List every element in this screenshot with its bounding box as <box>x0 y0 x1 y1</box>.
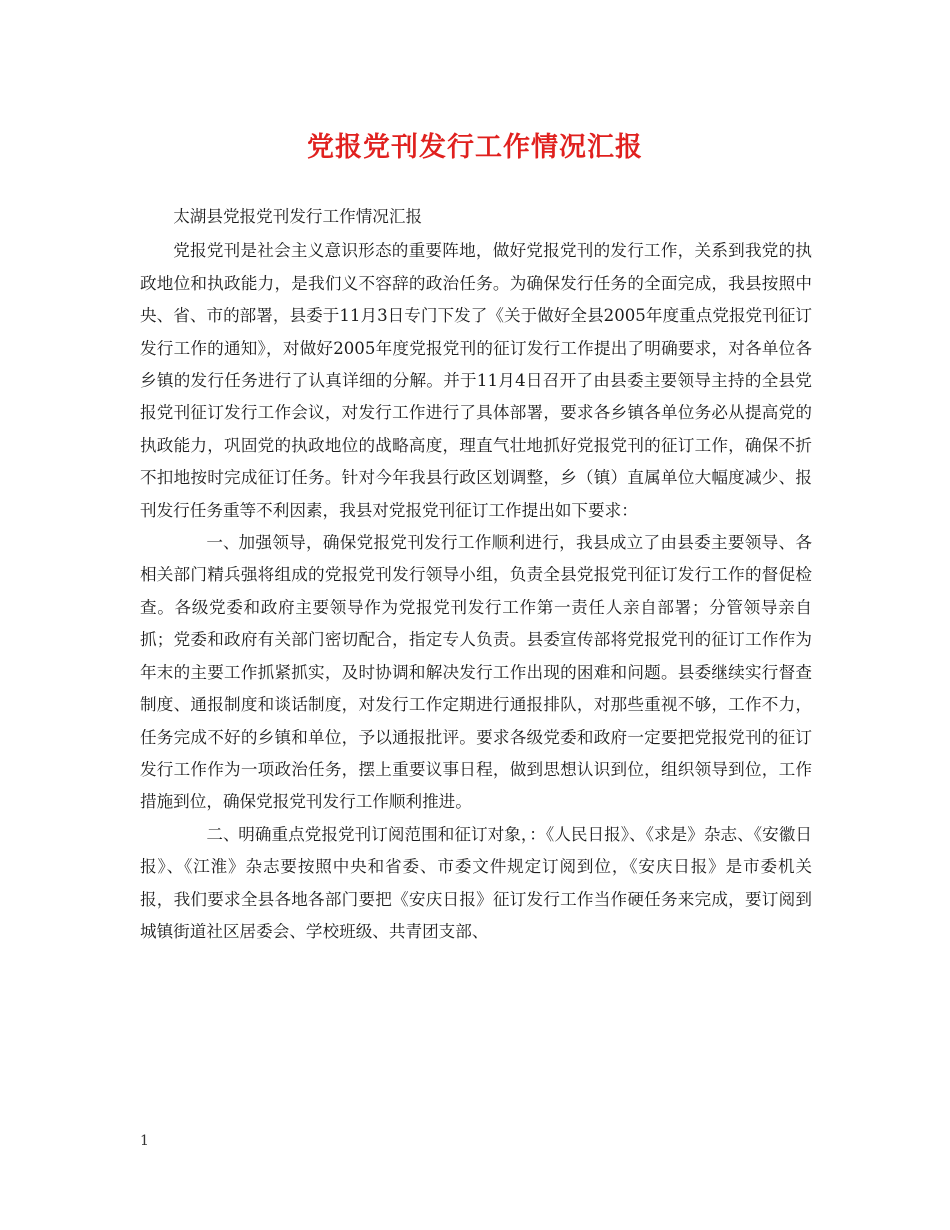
section-1-number: 一、 <box>206 533 240 553</box>
section-1-text: 加强领导，确保党报党刊发行工作顺利进行，我县成立了由县委主要领导、各相关部门精兵强将组成的党报党刊发行领导小组，负责全县党报党刊征订发行工作的督促检查。各级党委和政府主要领导作为党报党刊发行工作第一责任人亲自部署；分管领导亲自抓；党委和政府有关部门密切配合，指定专人负责。县委宣传部将党报党刊的征订工作作为年末的主要工作抓紧抓实，及时协调和解决发行工作出现的困难和问题。县委继续实行督查制度、通报制度和谈话制度，对发行工作定期进行通报排队，对那些重视不够，工作不力，任务完成不好的乡镇和单位，予以通报批评。要求各级党委和政府一定要把党报党刊的征订发行工作作为一项政治任务，摆上重要议事日程，做到思想认识到位，组织领导到位，工作措施到位，确保党报党刊发行工作顺利推进。 <box>140 533 812 812</box>
document-body <box>140 201 812 948</box>
page-number: 1 <box>140 1133 149 1149</box>
document-title: 党报党刊发行工作情况汇报 <box>307 132 643 163</box>
paragraph-intro: 党报党刊是社会主义意识形态的重要阵地，做好党报党刊的发行工作，关系到我党的执政地位和执政能力，是我们义不容辞的政治任务。为确保发行任务的全面完成，我县按照中央、省、市的部署，县委于11月3日专门下发了《关于做好全县2005年度重点党报党刊征订发行工作的通知》，对做好2005年度党报党刊的征订发行工作提出了明确要求，对各单位各乡镇的发行任务进行了认真详细的分解。并于11月4日召开了由县委主要领导主持的全县党报党刊征订发行工作会议，对发行工作进行了具体部署，要求各乡镇各单位务必从提高党的执政能力，巩固党的执政地位的战略高度，理直气壮地抓好党报党刊的征订工作，确保不折不扣地按时完成征订任务。针对今年我县行政区划调整，乡（镇）直属单位大幅度减少、报刊发行任务重等不利因素，我县对党报党刊征订工作提出如下要求： <box>140 241 812 520</box>
document-subtitle: 太湖县党报党刊发行工作情况汇报 <box>173 207 423 226</box>
paragraph-section-2 <box>140 819 812 949</box>
paragraph-section-1 <box>140 527 812 819</box>
section-2-number: 二、 <box>206 824 240 844</box>
section-2-text: 明确重点党报党刊订阅范围和征订对象，：《人民日报》、《求是》杂志、《安徽日报》、《江淮》杂志要按照中央和省委、市委文件规定订阅到位，《安庆日报》是市委机关报，我们要求全县各地各部门要把《安庆日报》征订发行工作当作硬任务来完成，要订阅到城镇街道社区居委会、学校班级、共青团支部、 <box>140 824 812 941</box>
